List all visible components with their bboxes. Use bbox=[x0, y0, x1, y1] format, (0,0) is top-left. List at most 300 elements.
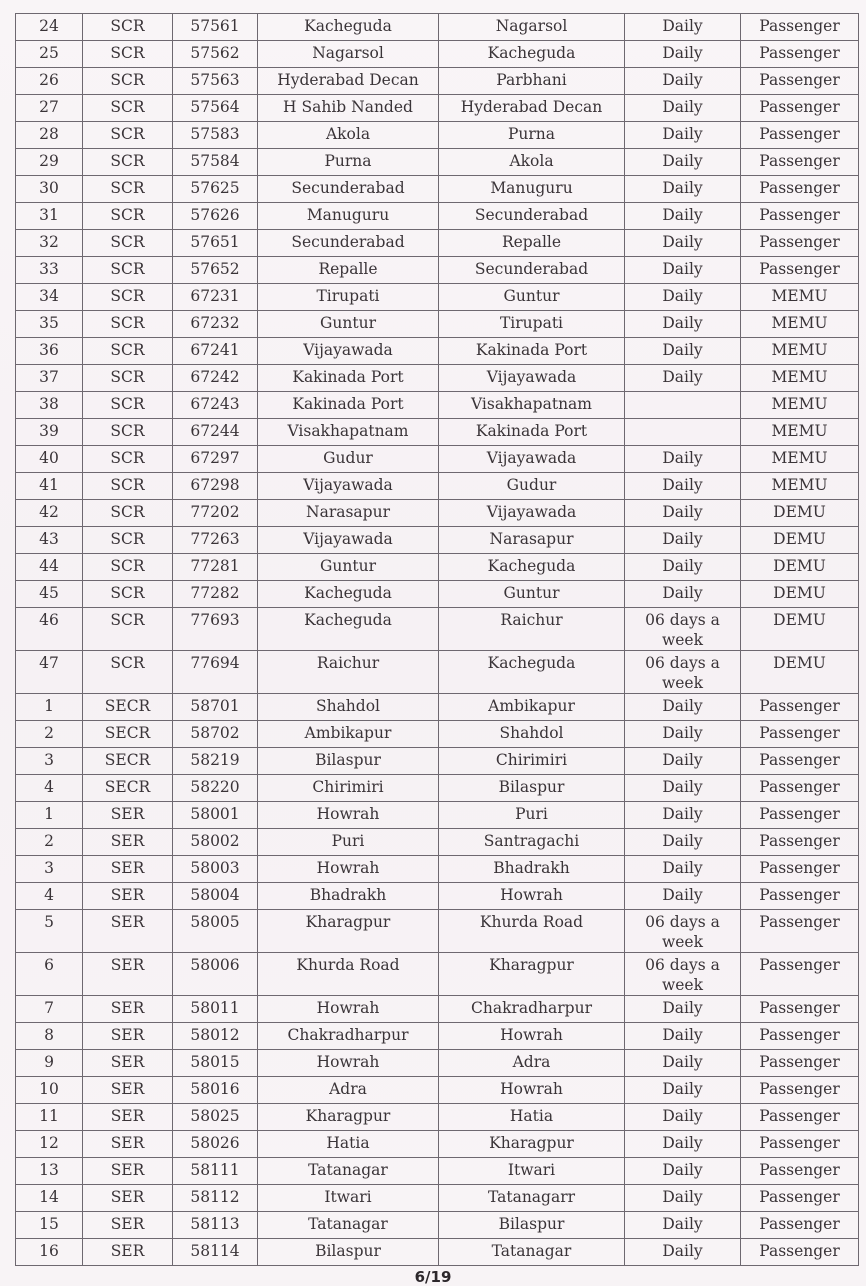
frequency-cell: Daily bbox=[625, 1239, 741, 1266]
train-number-cell: 77693 bbox=[173, 608, 258, 651]
to-station-cell: Kakinada Port bbox=[439, 338, 625, 365]
serial-number-cell: 13 bbox=[16, 1158, 83, 1185]
frequency-cell: Daily bbox=[625, 284, 741, 311]
to-station-cell: Kharagpur bbox=[439, 1131, 625, 1158]
serial-number-cell: 6 bbox=[16, 953, 83, 996]
railway-zone-cell: SER bbox=[83, 1158, 173, 1185]
train-type-cell: Passenger bbox=[741, 1023, 859, 1050]
frequency-cell: Daily bbox=[625, 856, 741, 883]
serial-number-cell: 38 bbox=[16, 392, 83, 419]
frequency-cell: Daily bbox=[625, 311, 741, 338]
train-number-cell: 58002 bbox=[173, 829, 258, 856]
frequency-cell: Daily bbox=[625, 365, 741, 392]
frequency-cell: Daily bbox=[625, 230, 741, 257]
to-station-cell: Gudur bbox=[439, 473, 625, 500]
frequency-cell: Daily bbox=[625, 149, 741, 176]
frequency-cell: Daily bbox=[625, 257, 741, 284]
serial-number-cell: 2 bbox=[16, 721, 83, 748]
train-number-cell: 58003 bbox=[173, 856, 258, 883]
train-number-cell: 58026 bbox=[173, 1131, 258, 1158]
from-station-cell: Akola bbox=[258, 122, 439, 149]
table-row bbox=[16, 338, 859, 365]
train-type-cell: Passenger bbox=[741, 1239, 859, 1266]
table-row bbox=[16, 1212, 859, 1239]
frequency-cell bbox=[625, 392, 741, 419]
table-row bbox=[16, 284, 859, 311]
serial-number-cell: 36 bbox=[16, 338, 83, 365]
to-station-cell: Manuguru bbox=[439, 176, 625, 203]
to-station-cell: Bhadrakh bbox=[439, 856, 625, 883]
train-type-cell: Passenger bbox=[741, 1158, 859, 1185]
from-station-cell: Hyderabad Decan bbox=[258, 68, 439, 95]
serial-number-cell: 27 bbox=[16, 95, 83, 122]
from-station-cell: Purna bbox=[258, 149, 439, 176]
from-station-cell: Chakradharpur bbox=[258, 1023, 439, 1050]
train-number-cell: 67244 bbox=[173, 419, 258, 446]
table-row bbox=[16, 1158, 859, 1185]
table-row bbox=[16, 41, 859, 68]
from-station-cell: Gudur bbox=[258, 446, 439, 473]
train-type-cell: Passenger bbox=[741, 1050, 859, 1077]
from-station-cell: Raichur bbox=[258, 651, 439, 694]
railway-zone-cell: SCR bbox=[83, 554, 173, 581]
train-type-cell: Passenger bbox=[741, 1131, 859, 1158]
train-number-cell: 57652 bbox=[173, 257, 258, 284]
to-station-cell: Guntur bbox=[439, 581, 625, 608]
railway-zone-cell: SER bbox=[83, 1212, 173, 1239]
table-row bbox=[16, 419, 859, 446]
train-number-cell: 58005 bbox=[173, 910, 258, 953]
frequency-cell: Daily bbox=[625, 41, 741, 68]
from-station-cell: Secunderabad bbox=[258, 230, 439, 257]
frequency-cell: Daily bbox=[625, 68, 741, 95]
train-number-cell: 58220 bbox=[173, 775, 258, 802]
train-type-cell: DEMU bbox=[741, 651, 859, 694]
railway-zone-cell: SER bbox=[83, 996, 173, 1023]
train-number-cell: 57562 bbox=[173, 41, 258, 68]
railway-zone-cell: SCR bbox=[83, 527, 173, 554]
from-station-cell: Bhadrakh bbox=[258, 883, 439, 910]
serial-number-cell: 33 bbox=[16, 257, 83, 284]
train-type-cell: Passenger bbox=[741, 176, 859, 203]
frequency-cell bbox=[625, 419, 741, 446]
from-station-cell: Visakhapatnam bbox=[258, 419, 439, 446]
table-row bbox=[16, 257, 859, 284]
frequency-cell: 06 days a week bbox=[625, 608, 741, 651]
serial-number-cell: 4 bbox=[16, 775, 83, 802]
serial-number-cell: 45 bbox=[16, 581, 83, 608]
table-row bbox=[16, 392, 859, 419]
serial-number-cell: 44 bbox=[16, 554, 83, 581]
train-number-cell: 77694 bbox=[173, 651, 258, 694]
railway-zone-cell: SER bbox=[83, 883, 173, 910]
to-station-cell: Bilaspur bbox=[439, 1212, 625, 1239]
train-type-cell: MEMU bbox=[741, 284, 859, 311]
train-number-cell: 77282 bbox=[173, 581, 258, 608]
to-station-cell: Kharagpur bbox=[439, 953, 625, 996]
serial-number-cell: 37 bbox=[16, 365, 83, 392]
railway-zone-cell: SER bbox=[83, 1104, 173, 1131]
from-station-cell: Ambikapur bbox=[258, 721, 439, 748]
to-station-cell: Purna bbox=[439, 122, 625, 149]
table-row bbox=[16, 473, 859, 500]
from-station-cell: Puri bbox=[258, 829, 439, 856]
table-row bbox=[16, 1131, 859, 1158]
table-row bbox=[16, 149, 859, 176]
table-row bbox=[16, 721, 859, 748]
train-number-cell: 58219 bbox=[173, 748, 258, 775]
table-row bbox=[16, 95, 859, 122]
railway-zone-cell: SCR bbox=[83, 392, 173, 419]
serial-number-cell: 41 bbox=[16, 473, 83, 500]
serial-number-cell: 32 bbox=[16, 230, 83, 257]
to-station-cell: Visakhapatnam bbox=[439, 392, 625, 419]
train-type-cell: Passenger bbox=[741, 122, 859, 149]
serial-number-cell: 3 bbox=[16, 748, 83, 775]
to-station-cell: Howrah bbox=[439, 1077, 625, 1104]
to-station-cell: Akola bbox=[439, 149, 625, 176]
frequency-cell: Daily bbox=[625, 122, 741, 149]
railway-zone-cell: SCR bbox=[83, 338, 173, 365]
frequency-cell: 06 days a week bbox=[625, 651, 741, 694]
to-station-cell: Bilaspur bbox=[439, 775, 625, 802]
train-schedule-table bbox=[15, 13, 859, 1266]
train-number-cell: 67243 bbox=[173, 392, 258, 419]
frequency-cell: Daily bbox=[625, 748, 741, 775]
to-station-cell: Chirimiri bbox=[439, 748, 625, 775]
frequency-cell: Daily bbox=[625, 802, 741, 829]
table-row bbox=[16, 1077, 859, 1104]
from-station-cell: Guntur bbox=[258, 311, 439, 338]
serial-number-cell: 40 bbox=[16, 446, 83, 473]
train-type-cell: Passenger bbox=[741, 203, 859, 230]
from-station-cell: Shahdol bbox=[258, 694, 439, 721]
from-station-cell: Howrah bbox=[258, 1050, 439, 1077]
table-row bbox=[16, 581, 859, 608]
frequency-cell: Daily bbox=[625, 1185, 741, 1212]
from-station-cell: H Sahib Nanded bbox=[258, 95, 439, 122]
table-row bbox=[16, 748, 859, 775]
from-station-cell: Adra bbox=[258, 1077, 439, 1104]
from-station-cell: Repalle bbox=[258, 257, 439, 284]
to-station-cell: Santragachi bbox=[439, 829, 625, 856]
train-type-cell: Passenger bbox=[741, 748, 859, 775]
train-type-cell: DEMU bbox=[741, 554, 859, 581]
serial-number-cell: 47 bbox=[16, 651, 83, 694]
frequency-cell: Daily bbox=[625, 176, 741, 203]
train-type-cell: Passenger bbox=[741, 953, 859, 996]
serial-number-cell: 31 bbox=[16, 203, 83, 230]
train-number-cell: 67241 bbox=[173, 338, 258, 365]
to-station-cell: Howrah bbox=[439, 883, 625, 910]
train-type-cell: Passenger bbox=[741, 883, 859, 910]
train-number-cell: 77263 bbox=[173, 527, 258, 554]
railway-zone-cell: SCR bbox=[83, 230, 173, 257]
serial-number-cell: 28 bbox=[16, 122, 83, 149]
to-station-cell: Secunderabad bbox=[439, 257, 625, 284]
serial-number-cell: 35 bbox=[16, 311, 83, 338]
serial-number-cell: 24 bbox=[16, 14, 83, 41]
from-station-cell: Kakinada Port bbox=[258, 392, 439, 419]
railway-zone-cell: SCR bbox=[83, 651, 173, 694]
serial-number-cell: 5 bbox=[16, 910, 83, 953]
to-station-cell: Hyderabad Decan bbox=[439, 95, 625, 122]
frequency-cell: Daily bbox=[625, 500, 741, 527]
to-station-cell: Kacheguda bbox=[439, 554, 625, 581]
train-type-cell: Passenger bbox=[741, 829, 859, 856]
serial-number-cell: 1 bbox=[16, 802, 83, 829]
frequency-cell: Daily bbox=[625, 694, 741, 721]
serial-number-cell: 7 bbox=[16, 996, 83, 1023]
from-station-cell: Bilaspur bbox=[258, 748, 439, 775]
to-station-cell: Howrah bbox=[439, 1023, 625, 1050]
train-number-cell: 58701 bbox=[173, 694, 258, 721]
train-number-cell: 58111 bbox=[173, 1158, 258, 1185]
railway-zone-cell: SER bbox=[83, 1131, 173, 1158]
frequency-cell: Daily bbox=[625, 721, 741, 748]
train-type-cell: Passenger bbox=[741, 1104, 859, 1131]
train-number-cell: 58004 bbox=[173, 883, 258, 910]
frequency-cell: Daily bbox=[625, 1104, 741, 1131]
from-station-cell: Kharagpur bbox=[258, 910, 439, 953]
table-row bbox=[16, 1239, 859, 1266]
railway-zone-cell: SCR bbox=[83, 14, 173, 41]
table-row bbox=[16, 608, 859, 651]
train-type-cell: MEMU bbox=[741, 473, 859, 500]
train-number-cell: 58012 bbox=[173, 1023, 258, 1050]
train-number-cell: 57584 bbox=[173, 149, 258, 176]
frequency-cell: Daily bbox=[625, 446, 741, 473]
from-station-cell: Kacheguda bbox=[258, 14, 439, 41]
to-station-cell: Hatia bbox=[439, 1104, 625, 1131]
to-station-cell: Ambikapur bbox=[439, 694, 625, 721]
serial-number-cell: 10 bbox=[16, 1077, 83, 1104]
table-row bbox=[16, 68, 859, 95]
frequency-cell: Daily bbox=[625, 1050, 741, 1077]
railway-zone-cell: SER bbox=[83, 1077, 173, 1104]
frequency-cell: 06 days a week bbox=[625, 953, 741, 996]
from-station-cell: Chirimiri bbox=[258, 775, 439, 802]
from-station-cell: Howrah bbox=[258, 802, 439, 829]
train-number-cell: 58015 bbox=[173, 1050, 258, 1077]
railway-zone-cell: SECR bbox=[83, 721, 173, 748]
train-type-cell: Passenger bbox=[741, 41, 859, 68]
train-type-cell: DEMU bbox=[741, 608, 859, 651]
from-station-cell: Kharagpur bbox=[258, 1104, 439, 1131]
serial-number-cell: 34 bbox=[16, 284, 83, 311]
table-body bbox=[16, 14, 859, 1266]
serial-number-cell: 26 bbox=[16, 68, 83, 95]
train-number-cell: 57583 bbox=[173, 122, 258, 149]
train-number-cell: 58702 bbox=[173, 721, 258, 748]
table-row bbox=[16, 203, 859, 230]
serial-number-cell: 4 bbox=[16, 883, 83, 910]
train-type-cell: Passenger bbox=[741, 802, 859, 829]
railway-zone-cell: SCR bbox=[83, 95, 173, 122]
to-station-cell: Guntur bbox=[439, 284, 625, 311]
from-station-cell: Vijayawada bbox=[258, 527, 439, 554]
table-row bbox=[16, 365, 859, 392]
from-station-cell: Vijayawada bbox=[258, 338, 439, 365]
from-station-cell: Tatanagar bbox=[258, 1158, 439, 1185]
railway-zone-cell: SER bbox=[83, 910, 173, 953]
train-type-cell: MEMU bbox=[741, 338, 859, 365]
from-station-cell: Kakinada Port bbox=[258, 365, 439, 392]
railway-zone-cell: SCR bbox=[83, 203, 173, 230]
to-station-cell: Narasapur bbox=[439, 527, 625, 554]
to-station-cell: Chakradharpur bbox=[439, 996, 625, 1023]
to-station-cell: Nagarsol bbox=[439, 14, 625, 41]
to-station-cell: Tatanagarr bbox=[439, 1185, 625, 1212]
table-row bbox=[16, 996, 859, 1023]
train-number-cell: 77281 bbox=[173, 554, 258, 581]
to-station-cell: Tirupati bbox=[439, 311, 625, 338]
table-row bbox=[16, 953, 859, 996]
train-type-cell: Passenger bbox=[741, 996, 859, 1023]
table-row bbox=[16, 1023, 859, 1050]
train-type-cell: DEMU bbox=[741, 581, 859, 608]
serial-number-cell: 2 bbox=[16, 829, 83, 856]
railway-zone-cell: SCR bbox=[83, 446, 173, 473]
from-station-cell: Nagarsol bbox=[258, 41, 439, 68]
train-number-cell: 67242 bbox=[173, 365, 258, 392]
frequency-cell: Daily bbox=[625, 1212, 741, 1239]
train-type-cell: Passenger bbox=[741, 775, 859, 802]
table-row bbox=[16, 1104, 859, 1131]
frequency-cell: Daily bbox=[625, 1077, 741, 1104]
train-number-cell: 67231 bbox=[173, 284, 258, 311]
from-station-cell: Kacheguda bbox=[258, 608, 439, 651]
train-number-cell: 67298 bbox=[173, 473, 258, 500]
railway-zone-cell: SER bbox=[83, 802, 173, 829]
train-number-cell: 67232 bbox=[173, 311, 258, 338]
railway-zone-cell: SCR bbox=[83, 176, 173, 203]
to-station-cell: Parbhani bbox=[439, 68, 625, 95]
railway-zone-cell: SCR bbox=[83, 284, 173, 311]
frequency-cell: Daily bbox=[625, 203, 741, 230]
railway-zone-cell: SCR bbox=[83, 149, 173, 176]
railway-zone-cell: SER bbox=[83, 1023, 173, 1050]
to-station-cell: Vijayawada bbox=[439, 500, 625, 527]
train-type-cell: Passenger bbox=[741, 910, 859, 953]
frequency-cell: Daily bbox=[625, 14, 741, 41]
train-number-cell: 58113 bbox=[173, 1212, 258, 1239]
to-station-cell: Repalle bbox=[439, 230, 625, 257]
from-station-cell: Manuguru bbox=[258, 203, 439, 230]
railway-zone-cell: SER bbox=[83, 1239, 173, 1266]
to-station-cell: Itwari bbox=[439, 1158, 625, 1185]
table-row bbox=[16, 1050, 859, 1077]
serial-number-cell: 25 bbox=[16, 41, 83, 68]
train-number-cell: 58114 bbox=[173, 1239, 258, 1266]
train-number-cell: 57626 bbox=[173, 203, 258, 230]
table-row bbox=[16, 694, 859, 721]
serial-number-cell: 46 bbox=[16, 608, 83, 651]
table-row bbox=[16, 527, 859, 554]
serial-number-cell: 1 bbox=[16, 694, 83, 721]
to-station-cell: Adra bbox=[439, 1050, 625, 1077]
serial-number-cell: 16 bbox=[16, 1239, 83, 1266]
train-type-cell: Passenger bbox=[741, 1077, 859, 1104]
train-number-cell: 58001 bbox=[173, 802, 258, 829]
table-row bbox=[16, 829, 859, 856]
to-station-cell: Vijayawada bbox=[439, 365, 625, 392]
railway-zone-cell: SER bbox=[83, 1185, 173, 1212]
from-station-cell: Tirupati bbox=[258, 284, 439, 311]
train-type-cell: MEMU bbox=[741, 311, 859, 338]
to-station-cell: Khurda Road bbox=[439, 910, 625, 953]
train-number-cell: 57563 bbox=[173, 68, 258, 95]
train-type-cell: MEMU bbox=[741, 446, 859, 473]
train-number-cell: 77202 bbox=[173, 500, 258, 527]
frequency-cell: Daily bbox=[625, 1023, 741, 1050]
railway-zone-cell: SCR bbox=[83, 365, 173, 392]
table-row bbox=[16, 883, 859, 910]
train-type-cell: MEMU bbox=[741, 392, 859, 419]
from-station-cell: Vijayawada bbox=[258, 473, 439, 500]
frequency-cell: Daily bbox=[625, 554, 741, 581]
from-station-cell: Bilaspur bbox=[258, 1239, 439, 1266]
serial-number-cell: 39 bbox=[16, 419, 83, 446]
to-station-cell: Kakinada Port bbox=[439, 419, 625, 446]
train-number-cell: 58112 bbox=[173, 1185, 258, 1212]
from-station-cell: Narasapur bbox=[258, 500, 439, 527]
frequency-cell: 06 days a week bbox=[625, 910, 741, 953]
to-station-cell: Raichur bbox=[439, 608, 625, 651]
from-station-cell: Tatanagar bbox=[258, 1212, 439, 1239]
table-row bbox=[16, 176, 859, 203]
table-row bbox=[16, 856, 859, 883]
railway-zone-cell: SCR bbox=[83, 41, 173, 68]
table-row bbox=[16, 1185, 859, 1212]
frequency-cell: Daily bbox=[625, 473, 741, 500]
to-station-cell: Shahdol bbox=[439, 721, 625, 748]
from-station-cell: Howrah bbox=[258, 996, 439, 1023]
train-number-cell: 57625 bbox=[173, 176, 258, 203]
railway-zone-cell: SCR bbox=[83, 500, 173, 527]
frequency-cell: Daily bbox=[625, 1158, 741, 1185]
railway-zone-cell: SCR bbox=[83, 419, 173, 446]
train-type-cell: Passenger bbox=[741, 721, 859, 748]
railway-zone-cell: SCR bbox=[83, 257, 173, 284]
frequency-cell: Daily bbox=[625, 996, 741, 1023]
frequency-cell: Daily bbox=[625, 775, 741, 802]
from-station-cell: Secunderabad bbox=[258, 176, 439, 203]
railway-zone-cell: SECR bbox=[83, 694, 173, 721]
train-type-cell: Passenger bbox=[741, 1185, 859, 1212]
train-type-cell: MEMU bbox=[741, 365, 859, 392]
train-type-cell: Passenger bbox=[741, 257, 859, 284]
frequency-cell: Daily bbox=[625, 527, 741, 554]
railway-zone-cell: SER bbox=[83, 829, 173, 856]
serial-number-cell: 43 bbox=[16, 527, 83, 554]
from-station-cell: Itwari bbox=[258, 1185, 439, 1212]
train-type-cell: Passenger bbox=[741, 68, 859, 95]
train-type-cell: Passenger bbox=[741, 694, 859, 721]
serial-number-cell: 15 bbox=[16, 1212, 83, 1239]
train-number-cell: 67297 bbox=[173, 446, 258, 473]
to-station-cell: Kacheguda bbox=[439, 41, 625, 68]
table-row bbox=[16, 311, 859, 338]
table-row bbox=[16, 14, 859, 41]
table-row bbox=[16, 500, 859, 527]
table-row bbox=[16, 122, 859, 149]
to-station-cell: Tatanagar bbox=[439, 1239, 625, 1266]
from-station-cell: Hatia bbox=[258, 1131, 439, 1158]
train-number-cell: 58011 bbox=[173, 996, 258, 1023]
frequency-cell: Daily bbox=[625, 581, 741, 608]
to-station-cell: Puri bbox=[439, 802, 625, 829]
